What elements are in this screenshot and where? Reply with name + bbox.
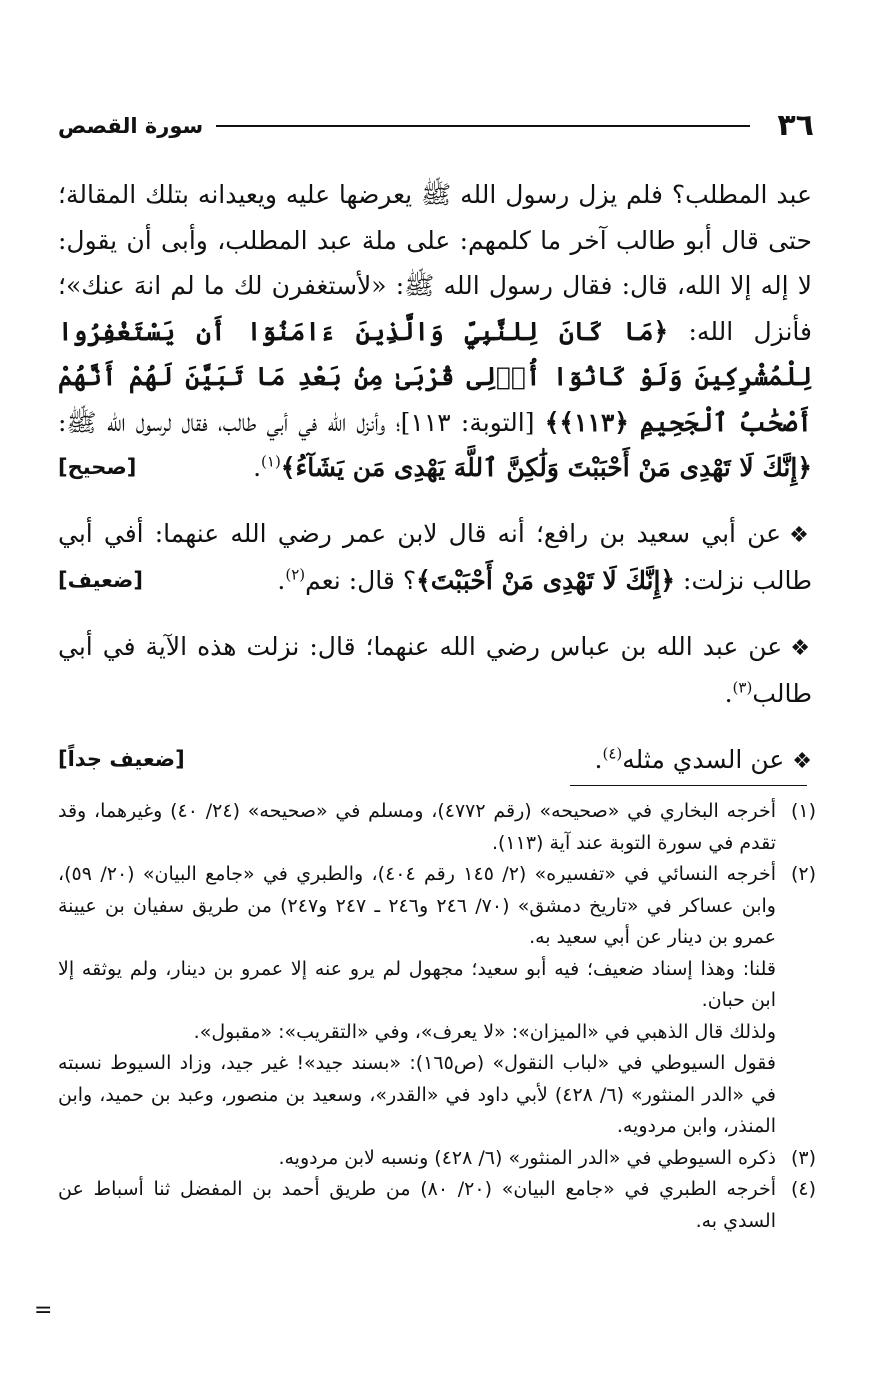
- surah-title: سورة القصص: [58, 114, 204, 138]
- quran-verse: ﴿إِنَّكَ لَا تَهْدِى مَنْ أَحْبَبْتَ وَلَٰكِنَّ ٱللَّهَ يَهْدِى مَن يَشَآءُ﴾: [280, 453, 812, 482]
- running-header: [58, 106, 814, 146]
- hadith-paragraph-2: [58, 511, 812, 604]
- footnote-text: أخرجه الطبري في «جامع البيان» (٢٠/ ٨٠) من طريق أحمد بن المفضل ثنا أسباط عن السدي به.: [58, 1178, 776, 1232]
- footnote-ref: (٢): [285, 565, 306, 584]
- quran-verse: ﴿مَا كَانَ لِلنَّبِيِّ وَالَّذِينَ ءَامَنُوٓا أَن يَسْتَغْفِرُوا لِلْمُشْرِكِينَ وَلَوْ كَانُوٓا أُو۟لِى قُرْبَىٰ مِنۢ بَعْدِ مَا تَبَيَّنَ لَهُمْ أَنَّهُمْ أَصْحَٰبُ ٱلْجَحِيمِ ﴿١١٣﴾﴾: [58, 316, 812, 437]
- footnote-text: ولذلك قال الذهبي في «الميزان»: «لا يعرف»، وفي «التقريب»: «مقبول».: [193, 1020, 776, 1043]
- paragraph-text: عن السدي مثله: [622, 744, 785, 774]
- paragraph-text: عن عبد الله بن عباس رضي الله عنهما؛ قال: نزلت هذه الآية في أبي طالب: [58, 631, 812, 708]
- footnote-ref: (١): [261, 452, 281, 471]
- page-number: ٣٦: [777, 108, 814, 143]
- footnote-number: (٣): [790, 1146, 816, 1169]
- footnote-text: أخرجه النسائي في «تفسيره» (٢/ ١٤٥ رقم ٤٠٤)، والطبري في «جامع البيان» (٢٠/ ٥٩)، وابن عساكر في «تاريخ دمشق» (٧٠/ ٢٤٦ و٢٤٦ ـ ٢٤٧ و٢٤٧) من طريق سفيان بن عيينة عمرو بن دينار عن أبي سعيد به.: [58, 863, 777, 948]
- hadith-paragraph-1: عبد المطلب؟ فلم يزل رسول الله ﷺ يعرضها عليه ويعيدانه بتلك المقالة؛ حتى قال أبو طالب آخر ما كلمهم: على ملة عبد المطلب، وأبى أن يقول: لا إله إلا الله، قال: فقال رسول الله ﷺ: «لأستغفرن لك ما لم انهَ عنك»؛ فأنزل الله: ﴿مَا كَانَ لِلنَّبِيِّ وَالَّذِينَ ءَامَنُوٓا أَن يَسْتَغْفِرُوا لِلْمُشْرِكِينَ وَلَوْ كَانُوٓا أُو۟لِى قُرْبَىٰ مِنۢ بَعْدِ مَا تَبَيَّنَ لَهُمْ أَنَّهُمْ أَصْحَٰبُ ٱلْجَحِيمِ ﴿١١٣﴾﴾ [التوبة: ١١٣]؛ وأنزل الله في أبي طالب، فقال لرسول الله ﷺ: ﴿إِنَّكَ لَا تَهْدِى مَنْ أَحْبَبْتَ وَلَٰكِنَّ ٱللَّهَ يَهْدِى مَن يَشَآءُ﴾$^{(١)}$. [صحيح]: [58, 172, 812, 491]
- footnotes: [58, 796, 816, 1237]
- footnote-text: أخرجه البخاري في «صحيحه» (رقم ٤٧٧٢)، ومسلم في «صحيحه» (٢٤/ ٤٠) وغيرهما، وقد تقدم في سورة التوبة عند آية (١١٣).: [58, 800, 777, 854]
- header-rule: [216, 125, 750, 127]
- footnote-ref: (٤): [602, 744, 623, 763]
- grade-label: [ضعيف جداً]: [58, 746, 185, 771]
- grade-label: [ضعيف]: [58, 568, 143, 592]
- diamond-bullet-icon: ❖: [789, 522, 812, 548]
- footnote-4: [58, 1174, 816, 1237]
- footnote-text: ذكره السيوطي في «الدر المنثور» (٦/ ٤٢٨) ونسبه لابن مردويه.: [278, 1146, 776, 1169]
- footnote-2: [58, 859, 816, 1143]
- edge-mark: =: [34, 1298, 53, 1323]
- footnote-rule: [570, 785, 807, 786]
- paragraph-end: .: [594, 744, 603, 774]
- paragraph-text: ؟ قال: نعم: [305, 566, 417, 595]
- footnote-number: (١): [790, 800, 816, 822]
- diamond-bullet-icon: ❖: [790, 635, 812, 661]
- quran-verse: ﴿إِنَّكَ لَا تَهْدِى مَنْ أَحْبَبْتَ﴾: [416, 566, 676, 595]
- main-text: [58, 172, 812, 784]
- paragraph-text: عن أبي سعيد بن رافع؛ أنه قال لابن عمر رضي الله عنهما: أفي أبي طالب نزلت:: [58, 518, 812, 595]
- footnote-ref: (٣): [732, 678, 753, 697]
- footnote-number: (٤): [790, 1178, 816, 1200]
- footnote-text: فقول السيوطي في «لباب النقول» (ص١٦٥): «بسند جيد»! غير جيد، وزاد السيوط نسبته في «الدر المنثور» (٦/ ٤٢٨) لأبي داود في «القدر»، وسعيد بن منصور، وعبد بن حميد، وابن المنذر، وابن مردويه.: [58, 1052, 776, 1137]
- footnote-3: [58, 1143, 816, 1175]
- footnote-text: قلنا: وهذا إسناد ضعيف؛ فيه أبو سعيد؛ مجهول لم يرو عنه إلا عمرو بن دينار، ولم يوثقه إلا ابن حبان.: [58, 957, 776, 1011]
- footnote-1: [58, 796, 816, 859]
- diamond-bullet-icon: ❖: [792, 748, 812, 774]
- paragraph-end: .: [724, 679, 733, 708]
- footnote-number: (٢): [790, 863, 816, 885]
- grade-label: [صحيح]: [58, 455, 137, 479]
- paragraph-end: .: [277, 566, 286, 595]
- hadith-paragraph-3: [58, 624, 812, 717]
- paragraph-text: [التوبة: ١١٣]؛ وأنزل الله في أبي طالب، فقال لرسول الله ﷺ:: [58, 407, 545, 437]
- hadith-paragraph-4: [58, 737, 812, 785]
- paragraph-text: عبد المطلب؟ فلم يزل رسول الله ﷺ يعرضها عليه ويعيدانه بتلك المقالة؛ حتى قال أبو طالب آخر ما كلمهم: على ملة عبد المطلب، وأبى أن يقول: لا إله إلا الله، قال: فقال رسول الله ﷺ: «لأستغفرن لك ما لم انهَ عنك»؛ فأنزل الله:: [58, 180, 812, 346]
